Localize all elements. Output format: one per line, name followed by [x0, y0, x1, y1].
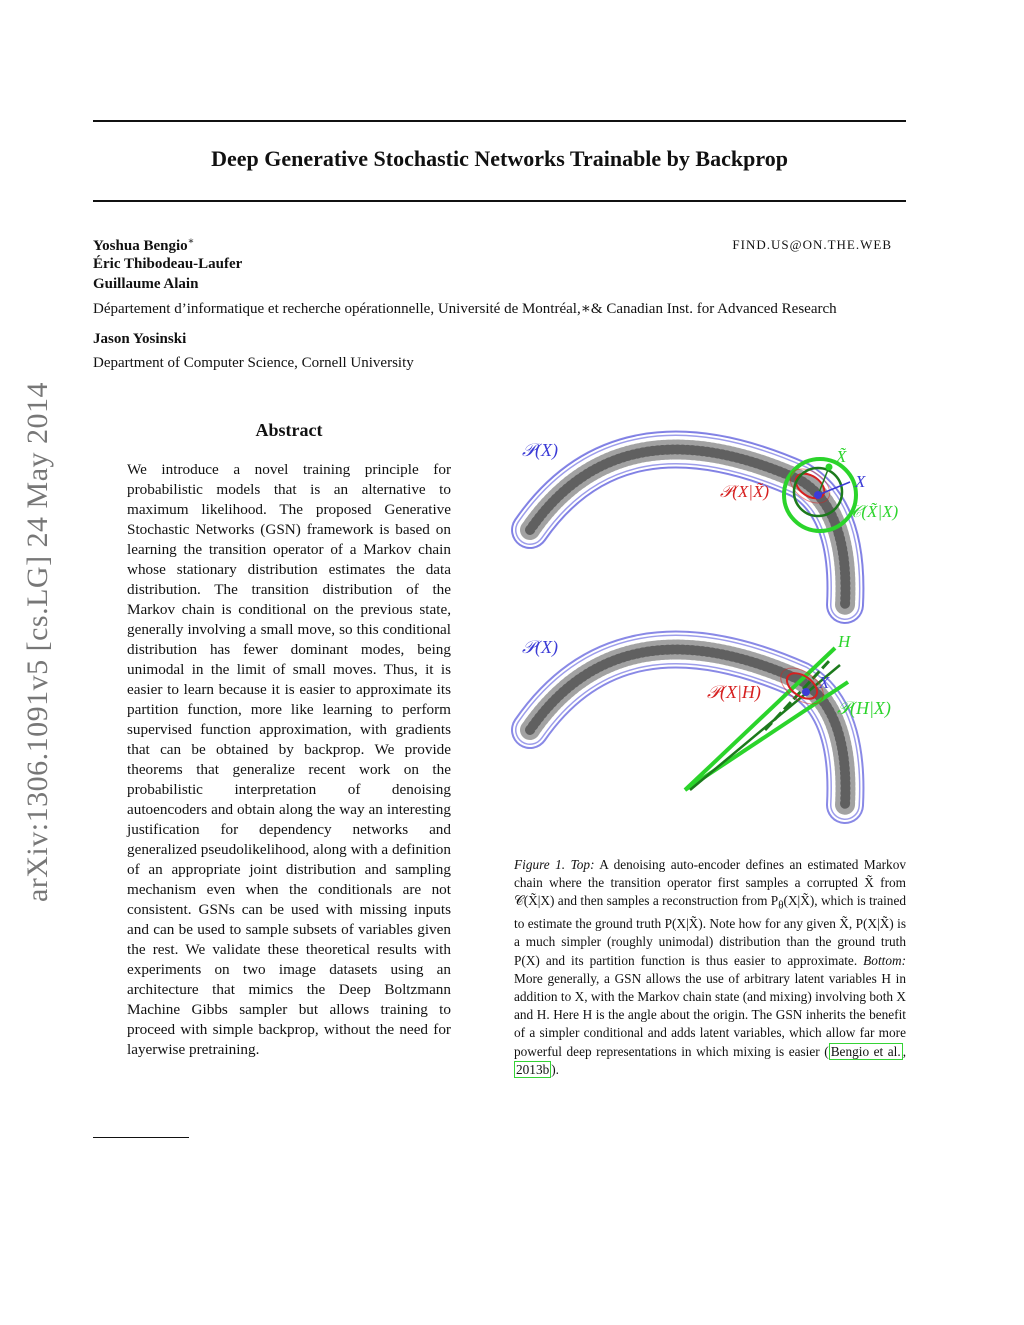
author-2: Éric Thibodeau-Laufer [93, 256, 243, 272]
arxiv-stamp [18, 352, 58, 932]
author-1 [93, 236, 194, 255]
bottom-label-phx: 𝒫(H|X) [837, 698, 891, 718]
figure-top-panel [522, 440, 898, 605]
caption-theta: θ [778, 900, 784, 913]
caption-bottom-label: Bottom: [863, 952, 907, 968]
caption-part3: More generally, a GSN allows the use of arbitrary latent variables H in addition to X, with the Markov chain state (and mixing) involving both X and H. Here H is the angle about the origin. The GSN inherits the benefit of a simpler conditional and adds latent variables, which allow far more powerful deep representations in which mixing is easier ( [514, 970, 906, 1059]
abstract-heading: Abstract [255, 420, 323, 440]
paper-title: Deep Generative Stochastic Networks Trainable by Backprop [211, 146, 788, 171]
author-4: Jason Yosinski [93, 331, 187, 347]
author-email: FIND.US@ON.THE.WEB [732, 237, 892, 252]
bottom-label-pxh: 𝒫(X|H) [707, 682, 761, 702]
citation-link-author[interactable]: Bengio et al. [830, 1043, 901, 1059]
author-1-name: Yoshua Bengio [93, 238, 188, 254]
top-label-pxx: 𝒫(X|X̃) [720, 482, 770, 501]
author-3: Guillaume Alain [93, 276, 199, 292]
abstract-body: We introduce a novel training principle for probabilistic models that is an alternative to maximum likelihood. The proposed Generative Stochastic Networks (GSN) framework is based on learning the transition operator of a Markov chain whose stationary distribution estimates the data distribution. The transition distribution of the Markov chain is conditional on the previous state, generally involving a small move, so this conditional distribution has fewer dominant modes, being unimodal in the limit of small moves. Thus, it is easier to learn because it is easier to approximate its partition function, more like learning to perform supervised function approximation, with gradients that can be obtained by backprop. We provide theorems that generalize recent work on the probabilistic interpretation of denoising autoencoders and obtain along the way an interesting justification for dependency networks and generalized pseudolikelihood, along with a definition of an appropriate joint distribution and sampling mechanism even when the conditionals are not consistent. GSNs can be used with missing inputs and can be used to sample subsets of variables given the rest. We validate these theoretical results with experiments on two image datasets using an architecture that mimics the Deep Boltzmann Machine Gibbs sampler but allows training to proceed with simple backprop, without the need for layerwise pretraining. [127, 461, 451, 1058]
caption-top-label: Top: [570, 857, 595, 872]
top-label-c: 𝒞(X̃|X) [849, 502, 899, 521]
footnote-rule [93, 1137, 189, 1138]
bottom-label-px: 𝒫(X) [522, 637, 558, 657]
top-label-xtilde: X̃ [836, 447, 847, 466]
figure-caption [514, 856, 906, 1079]
affiliation-1: Département d’informatique et recherche opérationnelle, Université de Montréal,∗& Canadian Inst. for Advanced Research [93, 301, 837, 317]
figure-bottom-panel [522, 632, 891, 805]
bottom-label-h: H [838, 632, 851, 651]
caption-cite-sep: , [902, 1043, 907, 1059]
top-label-px: 𝒫(X) [522, 440, 558, 460]
top-rule [93, 120, 906, 122]
top-label-x: X [855, 472, 866, 491]
caption-part4: ). [551, 1061, 560, 1077]
caption-fig-label: Figure 1. [514, 857, 566, 872]
title-bottom-rule [93, 200, 906, 202]
caption-part2: (X|X̃), which is trained to estimate the ground truth P(X|X̃). Note how for any given X̃, P(X|X̃) is a much simpler (roughly unimodal) distribution than the ground truth P(X) and its partition function is thus easier to approximate. [514, 893, 906, 968]
figure-1 [510, 420, 910, 840]
bottom-label-x: X [819, 673, 830, 692]
arxiv-stamp-text: arXiv:1306.1091v5 [cs.LG] 24 May 2014 [21, 381, 54, 903]
citation-link-year[interactable]: 2013b [516, 1061, 550, 1077]
affiliation-2: Department of Computer Science, Cornell University [93, 355, 414, 371]
author-1-mark: ∗ [187, 236, 195, 247]
caption-part1: A denoising auto-encoder defines an estimated Markov chain where the transition operator first samples a corrupted X̃ from 𝒞(X̃|X) and then samples a reconstruction from P [514, 857, 907, 909]
